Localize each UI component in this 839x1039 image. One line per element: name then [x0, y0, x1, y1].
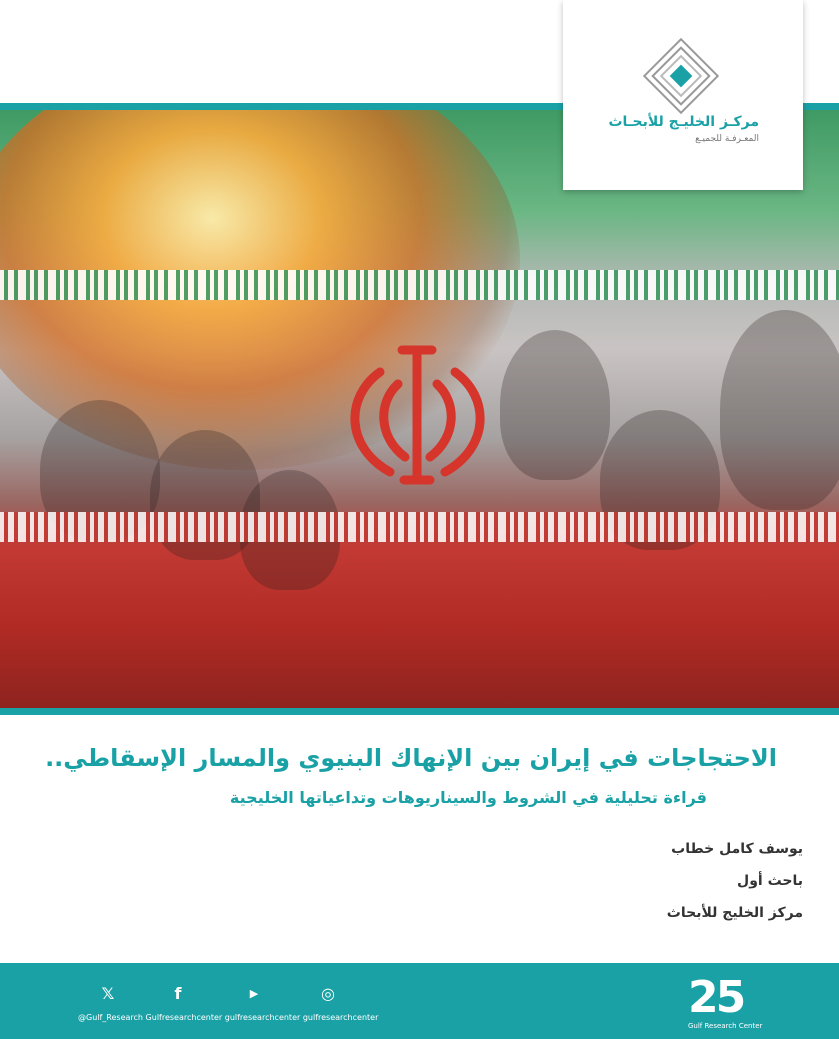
logo-card — [563, 0, 803, 190]
youtube-icon[interactable]: ▶ — [249, 987, 259, 1000]
social-handles: @Gulf_Research Gulfresearchcenter gulfresearchcenter gulfresearchcenter — [78, 1013, 379, 1022]
anniversary-number: 25 — [688, 972, 744, 1023]
crowd-silhouette — [500, 330, 610, 480]
instagram-icon[interactable]: ◎ — [321, 984, 335, 1003]
logo-name: مركـز الخليـج للأبحـاث — [608, 114, 759, 130]
bottom-accent-rule — [0, 708, 839, 715]
cover-image — [0, 110, 839, 708]
facebook-icon[interactable]: f — [174, 984, 182, 1003]
gulf-research-logo-icon — [643, 38, 719, 114]
logo-tagline: المعـرفـة للجميـع — [695, 134, 759, 144]
x-icon[interactable]: 𝕏 — [101, 984, 115, 1003]
anniversary-caption: Gulf Research Center — [688, 1022, 763, 1030]
footer-bar — [0, 963, 839, 1039]
author-role: باحث أول — [737, 873, 803, 889]
crowd-silhouette — [720, 310, 839, 510]
author-organization: مركز الخليج للأبحاث — [666, 905, 803, 921]
iran-emblem-icon — [340, 332, 495, 492]
kufic-band-top — [0, 270, 839, 300]
document-title: الاحتجاجات في إيران بين الإنهاك البنيوي والمسار الإسقاطي.. — [45, 744, 777, 772]
kufic-band-bottom — [0, 512, 839, 542]
document-subtitle: قراءة تحليلية في الشروط والسيناريوهات وتداعياتها الخليجية — [229, 788, 707, 807]
author-name: يوسف كامل خطاب — [671, 841, 803, 857]
